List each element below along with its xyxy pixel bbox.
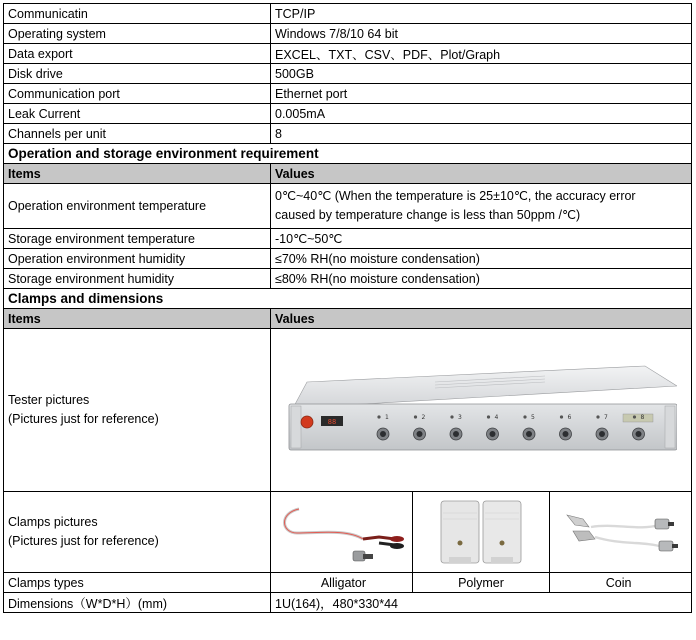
storage-humidity-value: ≤80% RH(no moisture condensation) (271, 269, 692, 289)
tester-label-line2: (Pictures just for reference) (8, 412, 159, 426)
channel-number-label: 1 (385, 414, 389, 421)
clamp-type-alligator: Alligator (320, 575, 366, 590)
storage-temp-value: -10℃~50℃ (271, 229, 692, 249)
spec-row (4, 104, 692, 124)
spec-row (4, 24, 692, 44)
env-section-heading (4, 144, 692, 164)
clamps-col-values: Values (271, 309, 692, 329)
clamps-types-row (4, 573, 692, 593)
spec-label: Channels per unit (4, 124, 271, 144)
channel-number-label: 7 (604, 414, 608, 421)
svg-text:88: 88 (327, 418, 337, 426)
clamps-section-heading (4, 289, 692, 309)
dimensions-value: 1U(164)，480*330*44 (271, 593, 692, 613)
spec-label: Operating system (4, 24, 271, 44)
spec-row (4, 124, 692, 144)
clamps-pictures-row (4, 492, 692, 573)
op-humidity-label: Operation environment humidity (4, 249, 271, 269)
channel-number-label: 5 (531, 414, 535, 421)
dimensions-label: Dimensions（W*D*H）(mm) (4, 593, 271, 613)
dimensions-row (4, 593, 692, 613)
channel-number-label: 2 (421, 414, 426, 421)
spec-row (4, 4, 692, 24)
op-temp-value (271, 184, 692, 229)
polymer-clamp-picture-cell (412, 492, 549, 572)
spec-value: TCP/IP (271, 4, 692, 24)
spec-table (3, 3, 692, 613)
spec-row (4, 84, 692, 104)
env-row-op-humidity (4, 249, 692, 269)
op-humidity-value: ≤70% RH(no moisture condensation) (271, 249, 692, 269)
clamps-col-items: Items (4, 309, 271, 329)
spec-row (4, 64, 692, 84)
power-button-icon (301, 416, 313, 428)
clamps-label-line2: (Pictures just for reference) (8, 534, 159, 548)
coin-clamp-picture-cell (550, 492, 687, 572)
spec-value: EXCEL、TXT、CSV、PDF、Plot/Graph (271, 44, 692, 64)
op-temp-value-line1: 0℃~40℃ (When the temperature is 25±10℃, the accuracy error (275, 189, 636, 203)
tester-pictures-label (4, 329, 271, 492)
env-col-values: Values (271, 164, 692, 184)
env-col-items: Items (4, 164, 271, 184)
tester-label-line1: Tester pictures (8, 393, 90, 407)
spec-label: Communication port (4, 84, 271, 104)
storage-humidity-label: Storage environment humidity (4, 269, 271, 289)
channel-number-label: 6 (567, 414, 572, 421)
clamps-types-cells (271, 573, 692, 593)
tester-picture-cell (271, 329, 692, 492)
spec-row (4, 44, 692, 64)
clamps-header-row (4, 309, 692, 329)
clamps-types-label: Clamps types (4, 573, 271, 593)
env-row-storage-temp (4, 229, 692, 249)
env-row-storage-humidity (4, 269, 692, 289)
spec-label: Leak Current (4, 104, 271, 124)
spec-value: 500GB (271, 64, 692, 84)
tester-pictures-row (4, 329, 692, 492)
tester-picture (285, 364, 677, 456)
spec-label: Data export (4, 44, 271, 64)
env-header-row (4, 164, 692, 184)
spec-value: 8 (271, 124, 692, 144)
env-section-title: Operation and storage environment requirement (4, 144, 692, 164)
clamp-type-polymer: Polymer (412, 573, 549, 592)
clamps-label-line1: Clamps pictures (8, 515, 98, 529)
channel-number-label: 8 (640, 414, 645, 421)
spec-value: 0.005mA (271, 104, 692, 124)
spec-label: Communicatin (4, 4, 271, 24)
clamps-picture-cells (271, 492, 692, 573)
clamps-pictures-label (4, 492, 271, 573)
coin-clamp-picture (555, 501, 683, 563)
channel-number-label: 4 (494, 414, 499, 421)
alligator-clamp-picture-cell (275, 492, 412, 572)
clamps-types-subtable (275, 573, 687, 592)
op-temp-label: Operation environment temperature (4, 184, 271, 229)
env-row-op-temp (4, 184, 692, 229)
op-temp-value-line2: caused by temperature change is less than 50ppm /℃) (275, 208, 581, 222)
spec-value: Windows 7/8/10 64 bit (271, 24, 692, 44)
polymer-clamp-picture (419, 497, 543, 567)
clamp-type-coin: Coin (550, 573, 687, 592)
channel-number-label: 3 (458, 414, 462, 421)
clamps-section-title: Clamps and dimensions (4, 289, 692, 309)
storage-temp-label: Storage environment temperature (4, 229, 271, 249)
spec-label: Disk drive (4, 64, 271, 84)
clamps-pictures-subtable (275, 492, 687, 572)
spec-value: Ethernet port (271, 84, 692, 104)
alligator-clamp-picture (275, 499, 411, 565)
